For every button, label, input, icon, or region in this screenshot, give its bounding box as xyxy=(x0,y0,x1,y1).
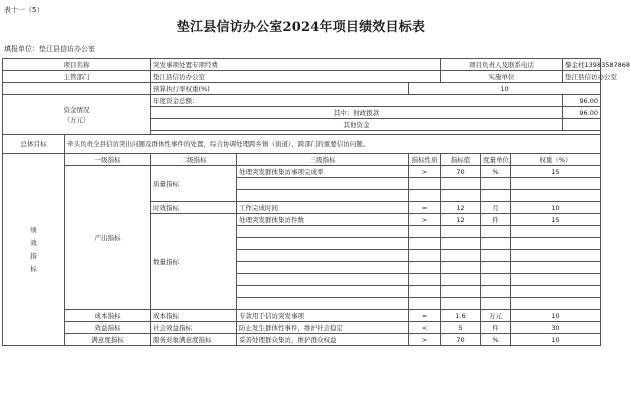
satisfaction-indicator-l1: 满意度指标 xyxy=(65,334,151,346)
indicator-weight: 30 xyxy=(511,322,601,334)
cost-indicator-l1: 成本指标 xyxy=(65,310,151,322)
indicator-value: 1.6 xyxy=(441,310,481,322)
header-weight: 权重（%） xyxy=(511,154,601,166)
quality-indicator-label: 质量指标 xyxy=(151,166,237,202)
header-level3: 三级指标 xyxy=(237,154,409,166)
indicator-nature: > xyxy=(409,334,441,346)
funds-label xyxy=(3,95,151,135)
dept-value: 垫江县信访办公室 xyxy=(151,71,441,83)
indicator-weight: 10 xyxy=(511,334,601,346)
perf-indicator-side-label: 绩效指标 xyxy=(3,154,65,346)
performance-goal-table xyxy=(2,58,630,346)
indicator-nature: = xyxy=(409,202,441,214)
header-level1: 一级指标 xyxy=(65,154,151,166)
cost-indicator-l2: 成本指标 xyxy=(151,310,237,322)
indicator-value: 12 xyxy=(441,202,481,214)
indicator-unit: % xyxy=(481,334,511,346)
timeliness-indicator-label: 时效指标 xyxy=(151,202,237,214)
overall-goal-label: 总体目标 xyxy=(3,135,65,154)
budget-rate-value: 10 xyxy=(409,83,601,95)
indicator-unit: % xyxy=(481,166,511,178)
project-name-label: 项目名称 xyxy=(3,59,151,71)
indicator-unit: 万元 xyxy=(481,310,511,322)
indicator-unit: 件 xyxy=(481,214,511,226)
indicator-value: 12 xyxy=(441,214,481,226)
indicator-unit: 件 xyxy=(481,322,511,334)
indicator-weight: 10 xyxy=(511,202,601,214)
indicator-unit: 月 xyxy=(481,202,511,214)
quantity-indicator-label: 数量指标 xyxy=(151,214,237,310)
output-indicator-label: 产出指标 xyxy=(65,166,151,310)
indicator-weight: 10 xyxy=(511,310,601,322)
funds-total-value: 96.00 xyxy=(563,95,601,107)
header-unit: 度量单位 xyxy=(481,154,511,166)
project-owner-label: 项目负责人及联系电话 xyxy=(441,59,563,71)
page-title: 垫江县信访办公室2024年项目绩效目标表 xyxy=(176,20,426,35)
table-number-label: 表十一（5） xyxy=(4,6,44,14)
budget-rate-label: 预算执行率权重(%) xyxy=(151,83,409,95)
indicator-value: 70 xyxy=(441,166,481,178)
overall-goal-text: 牵头负责全县信访突出问题及群体性事件的处置，综合协调处理跨乡镇（街道）、跨部门的重要信访问题。 xyxy=(65,135,601,154)
indicator-nature: < xyxy=(409,322,441,334)
indicator-weight: 15 xyxy=(511,214,601,226)
indicator-l3: 防止发生群体性事件，维护社会稳定 xyxy=(237,322,409,334)
indicator-nature: = xyxy=(409,310,441,322)
indicator-l3: 处理突发群体集访件数 xyxy=(237,214,409,226)
funds-other-value xyxy=(563,119,601,131)
header-nature: 指标性质 xyxy=(409,154,441,166)
dept-label: 主管部门 xyxy=(3,71,151,83)
funds-label-line1: 资金情况 xyxy=(63,105,90,114)
indicator-nature: > xyxy=(409,166,441,178)
indicator-l3: 妥善处理群众集访，维护群众权益 xyxy=(237,334,409,346)
project-owner-value: 黎金柱13983587868 xyxy=(563,59,601,71)
funds-fiscal-label: 其中：财政拨款 xyxy=(151,107,563,119)
header-level2: 二级指标 xyxy=(151,154,237,166)
indicator-l3: 工作完成时间 xyxy=(237,202,409,214)
indicator-nature: > xyxy=(409,214,441,226)
project-name-value: 突发事项处置专项经费 xyxy=(151,59,441,71)
indicator-l3: 处理突发群体集访事项完成率 xyxy=(237,166,409,178)
indicator-value: 5 xyxy=(441,322,481,334)
funds-other-label: 其他资金 xyxy=(151,119,563,131)
funds-label-line2: （万元） xyxy=(63,115,90,124)
benefit-indicator-l2: 社会效益指标 xyxy=(151,322,237,334)
indicator-weight: 15 xyxy=(511,166,601,178)
indicator-l3: 专款用于信访突发事项 xyxy=(237,310,409,322)
funds-fiscal-value: 96.00 xyxy=(563,107,601,119)
funds-total-label: 年度资金总额： xyxy=(151,95,563,107)
impl-unit-label: 实施单位 xyxy=(441,71,563,83)
reporting-unit-label: 填报单位：垫江县信访办公室 xyxy=(4,45,95,53)
impl-unit-value: 垫江县信访办公室 xyxy=(563,71,601,83)
benefit-indicator-l1: 效益指标 xyxy=(65,322,151,334)
satisfaction-indicator-l2: 服务对象满意度指标 xyxy=(151,334,237,346)
indicator-value: 70 xyxy=(441,334,481,346)
header-value: 指标值 xyxy=(441,154,481,166)
